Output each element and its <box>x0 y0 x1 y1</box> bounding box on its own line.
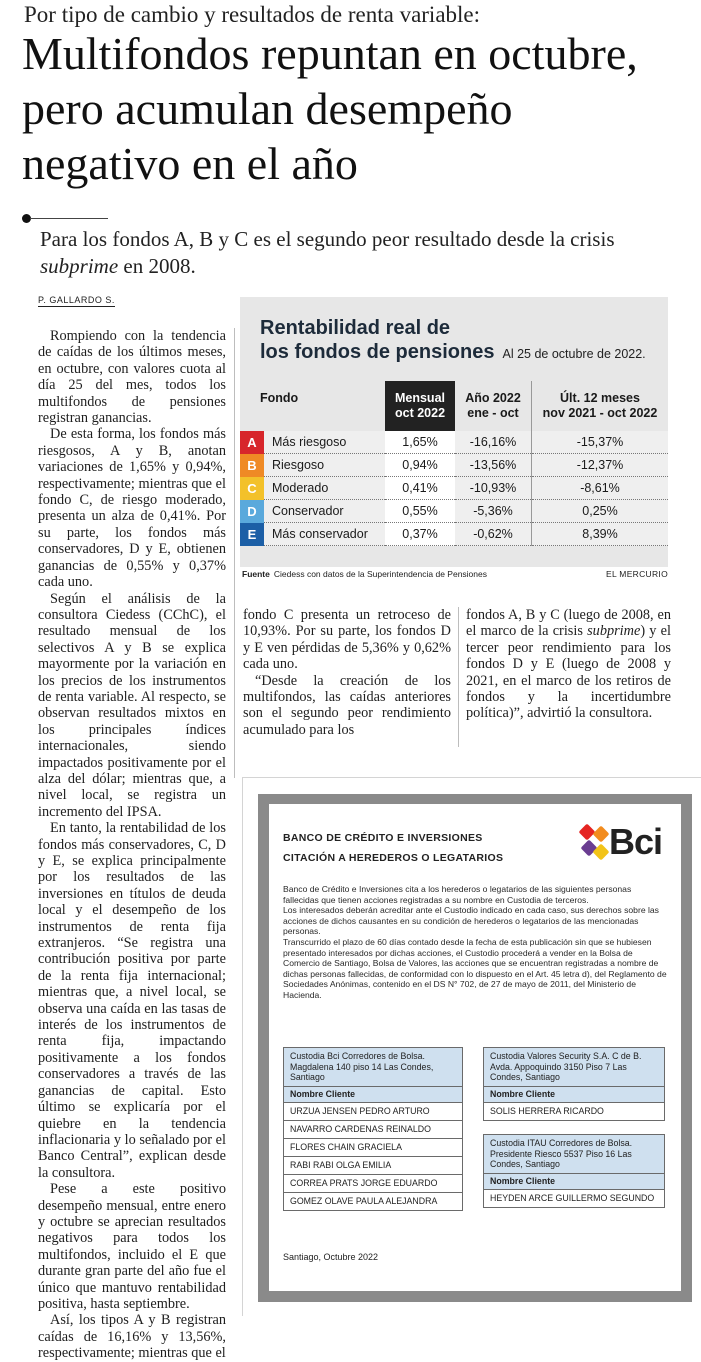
fund-monthly: 0,55% <box>385 500 455 523</box>
paragraph: Rompiendo con la tendencia de caídas de los últimos meses, en octubre, con valores cuota al día 25 del mes, todos los multifondos de pensiones registran ganancias. <box>38 328 226 427</box>
fund-12m: -12,37% <box>532 454 669 477</box>
header-ano-1: Año 2022 <box>465 391 521 405</box>
header-mensual-1: Mensual <box>394 391 445 405</box>
fund-ytd: -10,93% <box>455 477 532 500</box>
client-row: SOLIS HERRERA RICARDO <box>484 1102 664 1120</box>
table-body <box>240 431 668 546</box>
fund-name: Más conservador <box>264 523 385 546</box>
table-row <box>240 454 668 477</box>
column-divider <box>458 607 459 747</box>
custodian-table-itau <box>483 1134 665 1208</box>
header-12m-2: nov 2021 - oct 2022 <box>542 406 658 420</box>
notice-paragraph: Banco de Crédito e Inversiones cita a los herederos o legatarios de las siguientes personas fallecidas que tienen acciones registradas a su nombre en Custodia de terceros. <box>283 884 632 905</box>
fund-letter: C <box>240 477 264 500</box>
fund-name: Más riesgoso <box>264 431 385 454</box>
notice-footer: Santiago, Octubre 2022 <box>283 1252 379 1262</box>
client-column-label: Nombre Cliente <box>484 1173 664 1189</box>
fund-12m: -8,61% <box>532 477 669 500</box>
client-row: RABI RABI OLGA EMILIA <box>284 1156 462 1174</box>
paragraph: “Desde la creación de los multifondos, las caídas anteriores son el segundo peor rendimiento acumulado para los <box>243 672 451 738</box>
col3-emphasis: subprime <box>587 623 641 640</box>
fund-letter: A <box>240 431 264 454</box>
paragraph: fondo C presenta un retroceso de 10,93%. Por su parte, los fondos D y E ven pérdidas de 5,36% y 0,62% cada uno. <box>243 607 451 673</box>
custodian-header: Custodia Valores Security S.A. C de B. Avda. Appoquindo 3150 Piso 7 Las Condes, Santiago <box>484 1048 664 1086</box>
deck-emphasis: subprime <box>40 254 119 278</box>
paragraph: Según el análisis de la consultora Ciedess (CChC), el resultado mensual de los selectivos A y B se explica mayormente por la variación en los precios de los instrumentos de renta variable. Al respecto, se observan resultados mixtos en los principales índices internacionales, siendo impactados positivamente por el alza del dólar; mientras que, a nivel local, se registra un incremento del IPSA. <box>38 590 226 820</box>
fund-letter: D <box>240 500 264 523</box>
notice-heading <box>283 828 503 868</box>
fund-monthly: 1,65% <box>385 431 455 454</box>
client-column-label: Nombre Cliente <box>284 1086 462 1102</box>
table-row <box>240 523 668 546</box>
bci-logo-mark-icon <box>579 824 611 864</box>
bci-logo <box>579 820 677 864</box>
paragraph: En tanto, la rentabilidad de los fondos más conservadores, C, D y E, se explica principalmente por los resultados de las inversiones en títulos de deuda local y el desempeño de los instrumentos de renta fija extranjeros. “Se registra una contribución positiva por parte de la renta fija internacional; mientras que, a nivel local, se observa una caída en las tasas de interés de los instrumentos de renta fija, impactando positivamente a los fondos conservadores a través de las ganancias de capital. Esto último se explicaría por el quiebre en la tendencia inflacionaria y lo señalado por el Banco Central”, explican desde la consultora. <box>38 820 226 1181</box>
client-row: NAVARRO CARDENAS REINALDO <box>284 1120 462 1138</box>
paragraph <box>466 607 671 722</box>
deck-text-2: en 2008. <box>118 254 196 278</box>
paragraph: Así, los tipos A y B registran caídas de 16,16% y 13,56%, respectivamente; mientras que el <box>38 1312 226 1362</box>
fund-ytd: -16,16% <box>455 431 532 454</box>
paragraph: Pese a este positivo desempeño mensual, entre enero y octubre se aprecian resultados negativos para todos los multifondos, incluido el E que durante gran parte del año fue el único que mantuvo rentabilidad positiva, hasta septiembre. <box>38 1181 226 1312</box>
header-fondo: Fondo <box>260 391 299 405</box>
fund-letter: B <box>240 454 264 477</box>
article-kicker: Por tipo de cambio y resultados de renta variable: <box>24 2 481 27</box>
notice-heading-1: BANCO DE CRÉDITO E INVERSIONES <box>283 832 483 844</box>
fund-name: Riesgoso <box>264 454 385 477</box>
article-deck <box>40 226 640 280</box>
client-row: URZUA JENSEN PEDRO ARTURO <box>284 1102 462 1120</box>
column-divider <box>234 328 235 778</box>
fund-ytd: -0,62% <box>455 523 532 546</box>
table-row <box>240 431 668 454</box>
client-row: FLORES CHAIN GRACIELA <box>284 1138 462 1156</box>
header-mensual-2: oct 2022 <box>394 406 446 420</box>
legal-notice <box>269 804 681 1291</box>
fund-monthly: 0,94% <box>385 454 455 477</box>
col3-text-2: ) y el tercer peor rendimiento para los fondos D y E (luego de 2008 y 2021, en el marco de los retiros de fondos y la incertidumbre política)”, advirtió la consultora. <box>466 623 671 722</box>
returns-table <box>240 381 668 546</box>
fund-12m: 8,39% <box>532 523 669 546</box>
table-source <box>242 569 668 579</box>
source-label: Fuente <box>242 569 270 579</box>
publisher-credit: EL MERCURIO <box>605 569 668 579</box>
fund-monthly: 0,37% <box>385 523 455 546</box>
paragraph: De esta forma, los fondos más riesgosos, A y B, anotan variaciones de 1,65% y 0,94%, respectivamente; mientras que el fondo C, de riesgo moderado, presenta un alza de 0,41%. Por su parte, los fondos más conservadores, D y E, obtienen ganancias de 0,55% y 0,37% cada uno. <box>38 426 226 591</box>
custodian-table-bci <box>283 1047 463 1211</box>
ad-separator <box>242 777 701 778</box>
fund-ytd: -5,36% <box>455 500 532 523</box>
header-mensual <box>385 381 455 431</box>
bci-logo-text: Bci <box>609 821 663 862</box>
fund-name: Moderado <box>264 477 385 500</box>
table-title-line-1: Rentabilidad real de <box>260 317 451 339</box>
ad-separator-vertical <box>242 777 243 1316</box>
table-row <box>240 500 668 523</box>
fund-12m: 0,25% <box>532 500 669 523</box>
table-date: Al 25 de octubre de 2022. <box>502 347 646 361</box>
fund-name: Conservador <box>264 500 385 523</box>
byline: P. GALLARDO S. <box>38 295 115 305</box>
header-ano-2: ene - oct <box>467 406 519 420</box>
client-row: GOMEZ OLAVE PAULA ALEJANDRA <box>284 1192 462 1210</box>
article-column-3 <box>466 607 671 722</box>
header-ano <box>455 381 532 431</box>
fund-12m: -15,37% <box>532 431 669 454</box>
client-column-label: Nombre Cliente <box>484 1086 664 1102</box>
table-header-row <box>240 381 668 431</box>
article-headline: Multifondos repuntan en octubre, pero acumulan desempeño negativo en el año <box>22 28 638 189</box>
client-row: CORREA PRATS JORGE EDUARDO <box>284 1174 462 1192</box>
custodian-table-security <box>483 1047 665 1121</box>
client-row: HEYDEN ARCE GUILLERMO SEGUNDO <box>484 1189 664 1207</box>
rule-line <box>30 218 108 219</box>
custodian-header: Custodia ITAU Corredores de Bolsa. Presidente Riesco 5537 Piso 16 Las Condes, Santiago <box>484 1135 664 1173</box>
table-title-line-2 <box>260 340 680 366</box>
deck-text-1: Para los fondos A, B y C es el segundo peor resultado desde la crisis <box>40 227 615 251</box>
returns-table-box <box>240 297 668 579</box>
notice-paragraph: Los interesados deberán acreditar ante el Custodio indicado en cada caso, sus derechos sobre las acciones de dichos causantes en su condición de herederos o legatarios de las mencionadas personas. <box>283 905 659 937</box>
fund-letter: E <box>240 523 264 546</box>
table-title-line-2-text: los fondos de pensiones <box>260 341 495 363</box>
custodian-header: Custodia Bci Corredores de Bolsa. Magdalena 140 piso 14 Las Condes, Santiago <box>284 1048 462 1086</box>
article-column-2 <box>243 607 451 738</box>
article-column-1 <box>38 328 226 1362</box>
fund-ytd: -13,56% <box>455 454 532 477</box>
table-title <box>260 316 680 366</box>
header-12-meses <box>532 381 669 431</box>
notice-body <box>283 884 669 1001</box>
source-text: Ciedess con datos de la Superintendencia de Pensiones <box>273 569 487 579</box>
header-12m-1: Últ. 12 meses <box>560 391 640 405</box>
notice-paragraph: Transcurrido el plazo de 60 días contado desde la fecha de esta publicación sin que se hubiesen presentado interesados por dichas acciones, el Custodio procederá a vender en la Bolsa de Comercio de Santiago, Bolsa de Valores, las acciones que se encuentran registradas a nombre de dichas personas fallecidas, de conformidad con lo dispuesto en el Art. 45 letra d), del Reglamento de Sociedades Anónimas, contenido en el DS N° 702, de 27 de mayo de 2011, del Ministerio de Hacienda. <box>283 936 667 1000</box>
notice-heading-2: CITACIÓN A HEREDEROS O LEGATARIOS <box>283 852 504 864</box>
fund-monthly: 0,41% <box>385 477 455 500</box>
table-row <box>240 477 668 500</box>
col3-text-1: fondos A, B y C (luego de 2008, en el marco de la crisis <box>466 607 671 640</box>
